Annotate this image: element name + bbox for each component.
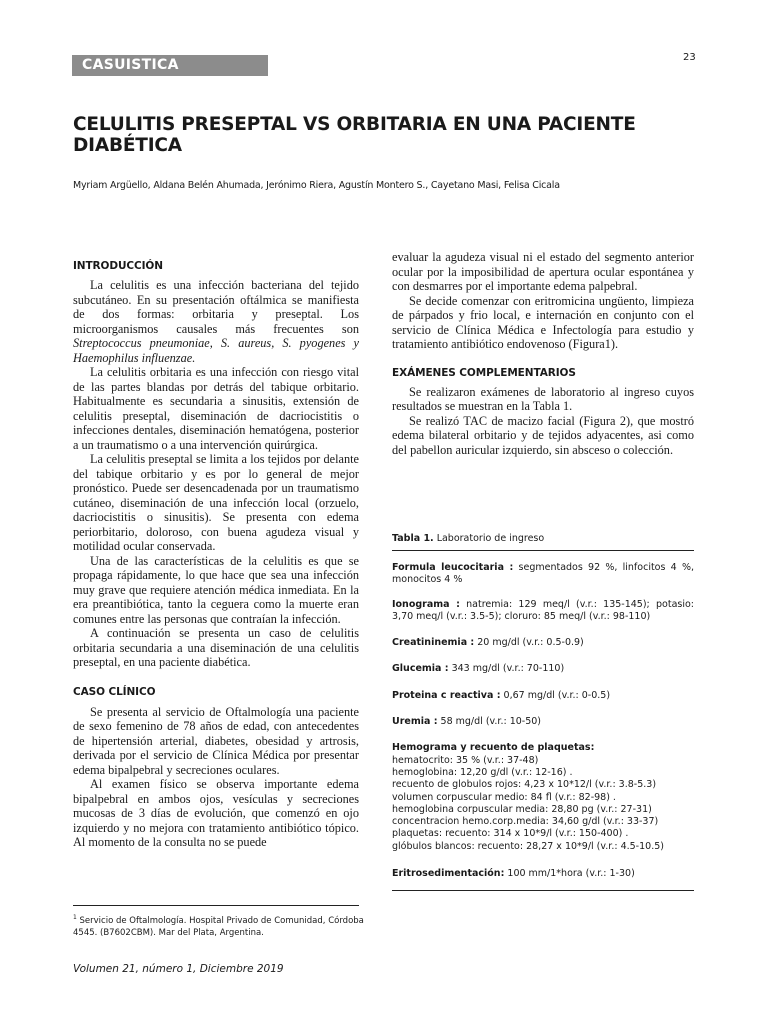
footnote-rule <box>73 905 359 906</box>
creat-entry: Creatininemia : 20 mg/dl (v.r.: 0.5-0.9) <box>392 637 584 649</box>
urea-entry: Uremia : 58 mg/dl (v.r.: 10-50) <box>392 716 542 728</box>
table-top-rule <box>392 550 694 551</box>
intro-paragraph-4: Una de las características de la celulitis es que se propaga rápidamente, lo que hace que sea una infección muy grave que requiere atención médica inmediata. En la era preantibiótica, tanto la ceguera como la muerte eran comunes entre las personas que contraían la infección. <box>73 553 359 626</box>
left-column <box>73 250 359 850</box>
intro-paragraph-3: La celulitis preseptal se limita a los tejidos por delante del tabique orbitario y es por lo general de mejor pronóstico. Puede ser desencadenada por un traumatismo cutáneo, diseminación de una infección local (orzuelo, dacriocistitis o sinusitis). Se presenta con edema periorbitario, doloroso, con buena agudeza visual y motilidad ocular conservada. <box>73 452 359 553</box>
hemo-line: concentracion hemo.corp.media: 34,60 g/dl (v.r.: 33-37) <box>392 816 659 828</box>
table-bottom-rule <box>392 890 694 891</box>
hemo-line: glóbulos blancos: recuento: 28,27 x 10*9/l (v.r.: 4.5-10.5) <box>392 840 664 852</box>
article-title: CELULITIS PRESEPTAL VS ORBITARIA EN UNA PACIENTE DIABÉTICA <box>73 114 636 156</box>
gluc-entry: Glucemia : 343 mg/dl (v.r.: 70-110) <box>392 663 565 675</box>
intro-paragraph-5: A continuación se presenta un caso de celulitis orbitaria secundaria a una diseminación de una celulitis preseptal, en una paciente diabética. <box>73 626 359 669</box>
case-paragraph-1: Se presenta al servicio de Oftalmología una paciente de sexo femenino de 78 años de edad, con antecedentes de hipertensión arterial, diabetes, obesidad y artrosis, derivada por el servicio de Clínica Médica por presentar edema bipalpebral y secreciones oculares. <box>73 704 359 777</box>
section-label: CASUISTICA <box>82 57 179 73</box>
affiliation-footnote: $^1$ Servicio de Oftalmología. Hospital Privado de Comunidad, Córdoba 4545. (B7602CBM). Mar del Plata, Argentina. <box>73 914 364 938</box>
exams-heading: EXÁMENES COMPLEMENTARIOS <box>392 366 576 379</box>
intro-heading: INTRODUCCIÓN <box>73 260 163 272</box>
hemo-lines <box>392 755 694 853</box>
hemo-line: hemoglobina corpuscular media: 28,80 pg (v.r.: 27-31) <box>392 803 652 815</box>
right-paragraph-1: evaluar la agudeza visual ni el estado del segmento anterior ocular por la imposibilidad de apertura ocular espontánea y con desmarres por el importante edema palpebral. <box>392 250 694 293</box>
author-list: Myriam Argüello, Aldana Belén Ahumada, Jerónimo Riera, Agustín Montero S., Cayetano Masi, Felisa Cicala <box>73 180 560 191</box>
iono-entry: Ionograma : natremia: 129 meq/l (v.r.: 135-145); potasio: 3,70 meq/l (v.r.: 3.5-5); cloruro: 85 meq/l (v.r.: 98-110) <box>392 598 695 622</box>
page-number: 23 <box>683 52 696 63</box>
hemo-line: hemoglobina: 12,20 g/dl (v.r.: 12-16) . <box>392 766 573 778</box>
hemo-line: hematocrito: 35 % (v.r.: 37-48) <box>392 754 539 766</box>
right-column <box>392 250 694 457</box>
hemo-line: volumen corpuscular medio: 84 fl (v.r.: 82-98) . <box>392 791 616 803</box>
table-caption: Tabla 1. Laboratorio de ingreso <box>392 533 545 544</box>
hemo-line: plaquetas: recuento: 314 x 10*9/l (v.r.: 150-400) . <box>392 828 629 840</box>
right-paragraph-2: Se decide comenzar con eritromicina ungüento, limpieza de párpados y frio local, e internación en conjunto con el servicio de Clínica Médica e Infectología para estudio y tratamiento antibiótico endovenoso (Figura1). <box>392 293 694 351</box>
case-paragraph-2: Al examen físico se observa importante edema bipalpebral en ambos ojos, vesículas y secreciones mucosas de 3 días de evolución, que comenzó en ojo izquierdo y no mejora con tratamiento antibiótico tópico. Al momento de la consulta no se puede <box>73 777 359 849</box>
esr-entry: Eritrosedimentación: 100 mm/1*hora (v.r.: 1-30) <box>392 868 635 880</box>
intro-paragraph-2: La celulitis orbitaria es una infección con riesgo vital de las partes blandas por detrás del tabique orbitario. Habitualmente es secundaria a sinusitis, extensión de celulitis preseptal, diseminación de dacriocistitis o infecciones dentales, diseminación hematógena, posterior a un traumatismo o a una intervención quirúrgica. <box>73 365 359 452</box>
case-heading: CASO CLÍNICO <box>73 685 156 698</box>
lab-table <box>392 533 694 891</box>
hemo-line: recuento de globulos rojos: 4,23 x 10*12/l (v.r.: 3.8-5.3) <box>392 779 657 791</box>
exams-paragraph-1: Se realizaron exámenes de laboratorio al ingreso cuyos resultados se muestran en la Tabla 1. <box>392 384 694 413</box>
exams-paragraph-2: Se realizó TAC de macizo facial (Figura 2), que mostró edema bilateral orbitario y de tejidos adyacentes, asi como del pabellon auricular izquierdo, sin absceso o colección. <box>392 413 694 457</box>
pcr-entry: Proteina c reactiva : 0,67 mg/dl (v.r.: 0-0.5) <box>392 689 611 701</box>
journal-footer: Volumen 21, número 1, Diciembre 2019 <box>73 963 284 975</box>
hemo-heading: Hemograma y recuento de plaquetas: <box>392 742 595 754</box>
intro-paragraph-1: La celulitis es una infección bacteriana del tejido subcutáneo. En su presentación oftálmica se manifiesta de dos formas: orbitaria y preseptal. Los microorganismos causales más frecuentes son Streptococcus pneumoniae, S. aureus, S. pyogenes y Haemophilus influenzae. <box>73 278 359 365</box>
section-banner <box>72 55 268 76</box>
leuco-entry: Formula leucocitaria : segmentados 92 %, linfocitos 4 %, monocitos 4 % <box>392 562 694 586</box>
